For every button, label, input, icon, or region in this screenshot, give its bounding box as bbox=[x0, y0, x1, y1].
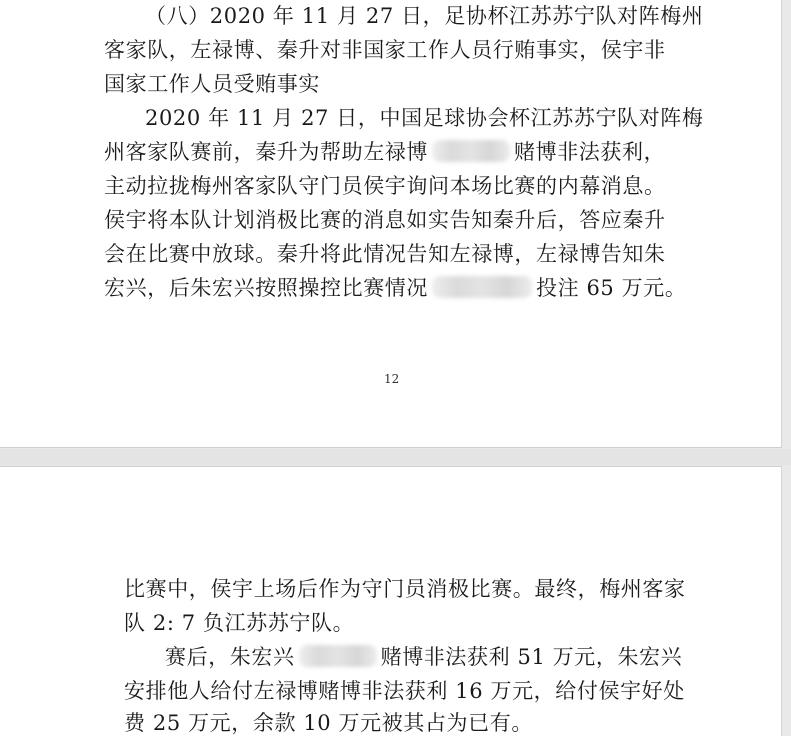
paragraph-text: 赌博非法获利 51 万元，朱宏兴 bbox=[380, 645, 683, 669]
paragraph-text: 主动拉拢梅州客家队守门员侯宇询问本场比赛的内幕消息。 bbox=[104, 174, 666, 198]
section-heading-line-3: 国家工作人员受贿事实 bbox=[104, 72, 320, 96]
document-page-13 bbox=[0, 466, 782, 736]
redacted-blur bbox=[432, 276, 532, 298]
paragraph-line-6 bbox=[104, 274, 686, 302]
redacted-blur bbox=[432, 140, 510, 162]
paragraph-line-3 bbox=[104, 172, 666, 200]
paragraph-line-4 bbox=[124, 677, 685, 705]
paragraph-text: 州客家队赛前，秦升为帮助左禄博 bbox=[104, 140, 428, 164]
paragraph-text: 比赛中，侯宇上场后作为守门员消极比赛。最终，梅州客家 bbox=[124, 577, 686, 601]
paragraph-line-3 bbox=[165, 643, 682, 671]
section-heading-line-2: 客家队，左禄博、秦升对非国家工作人员行贿事实，侯宇非 bbox=[104, 38, 666, 62]
paragraph-line-5 bbox=[104, 240, 666, 268]
paragraph-text: 2020 年 11 月 27 日，中国足球协会杯江苏苏宁队对阵梅 bbox=[145, 106, 704, 130]
redacted-blur bbox=[299, 645, 377, 667]
paragraph-text: 赛后，朱宏兴 bbox=[165, 645, 295, 669]
paragraph-line-2 bbox=[104, 138, 665, 166]
paragraph-text: 赌博非法获利， bbox=[514, 140, 666, 164]
paragraph-line-1 bbox=[124, 575, 686, 603]
paragraph-text: 投注 65 万元。 bbox=[536, 276, 687, 300]
paragraph-text: 侯宇将本队计划消极比赛的消息如实告知秦升后，答应秦升 bbox=[104, 208, 666, 232]
paragraph-line-5 bbox=[124, 709, 533, 736]
paragraph-line-4 bbox=[104, 206, 666, 234]
paragraph-line-1 bbox=[145, 104, 703, 132]
page-separator bbox=[0, 449, 791, 465]
section-heading-line-1: （八）2020 年 11 月 27 日，足协杯江苏苏宁队对阵梅州 bbox=[145, 4, 704, 28]
paragraph-text: 队 2: 7 负江苏苏宁队。 bbox=[124, 611, 355, 635]
paragraph-line-2 bbox=[124, 609, 354, 637]
paragraph-text: 会在比赛中放球。秦升将此情况告知左禄博，左禄博告知朱 bbox=[104, 242, 666, 266]
paragraph-text: 宏兴，后朱宏兴按照操控比赛情况 bbox=[104, 276, 428, 300]
paragraph-text: 费 25 万元，余款 10 万元被其占为已有。 bbox=[124, 711, 533, 735]
paragraph-text: 安排他人给付左禄博赌博非法获利 16 万元，给付侯宇好处 bbox=[124, 679, 685, 703]
page-number: 12 bbox=[384, 372, 400, 386]
